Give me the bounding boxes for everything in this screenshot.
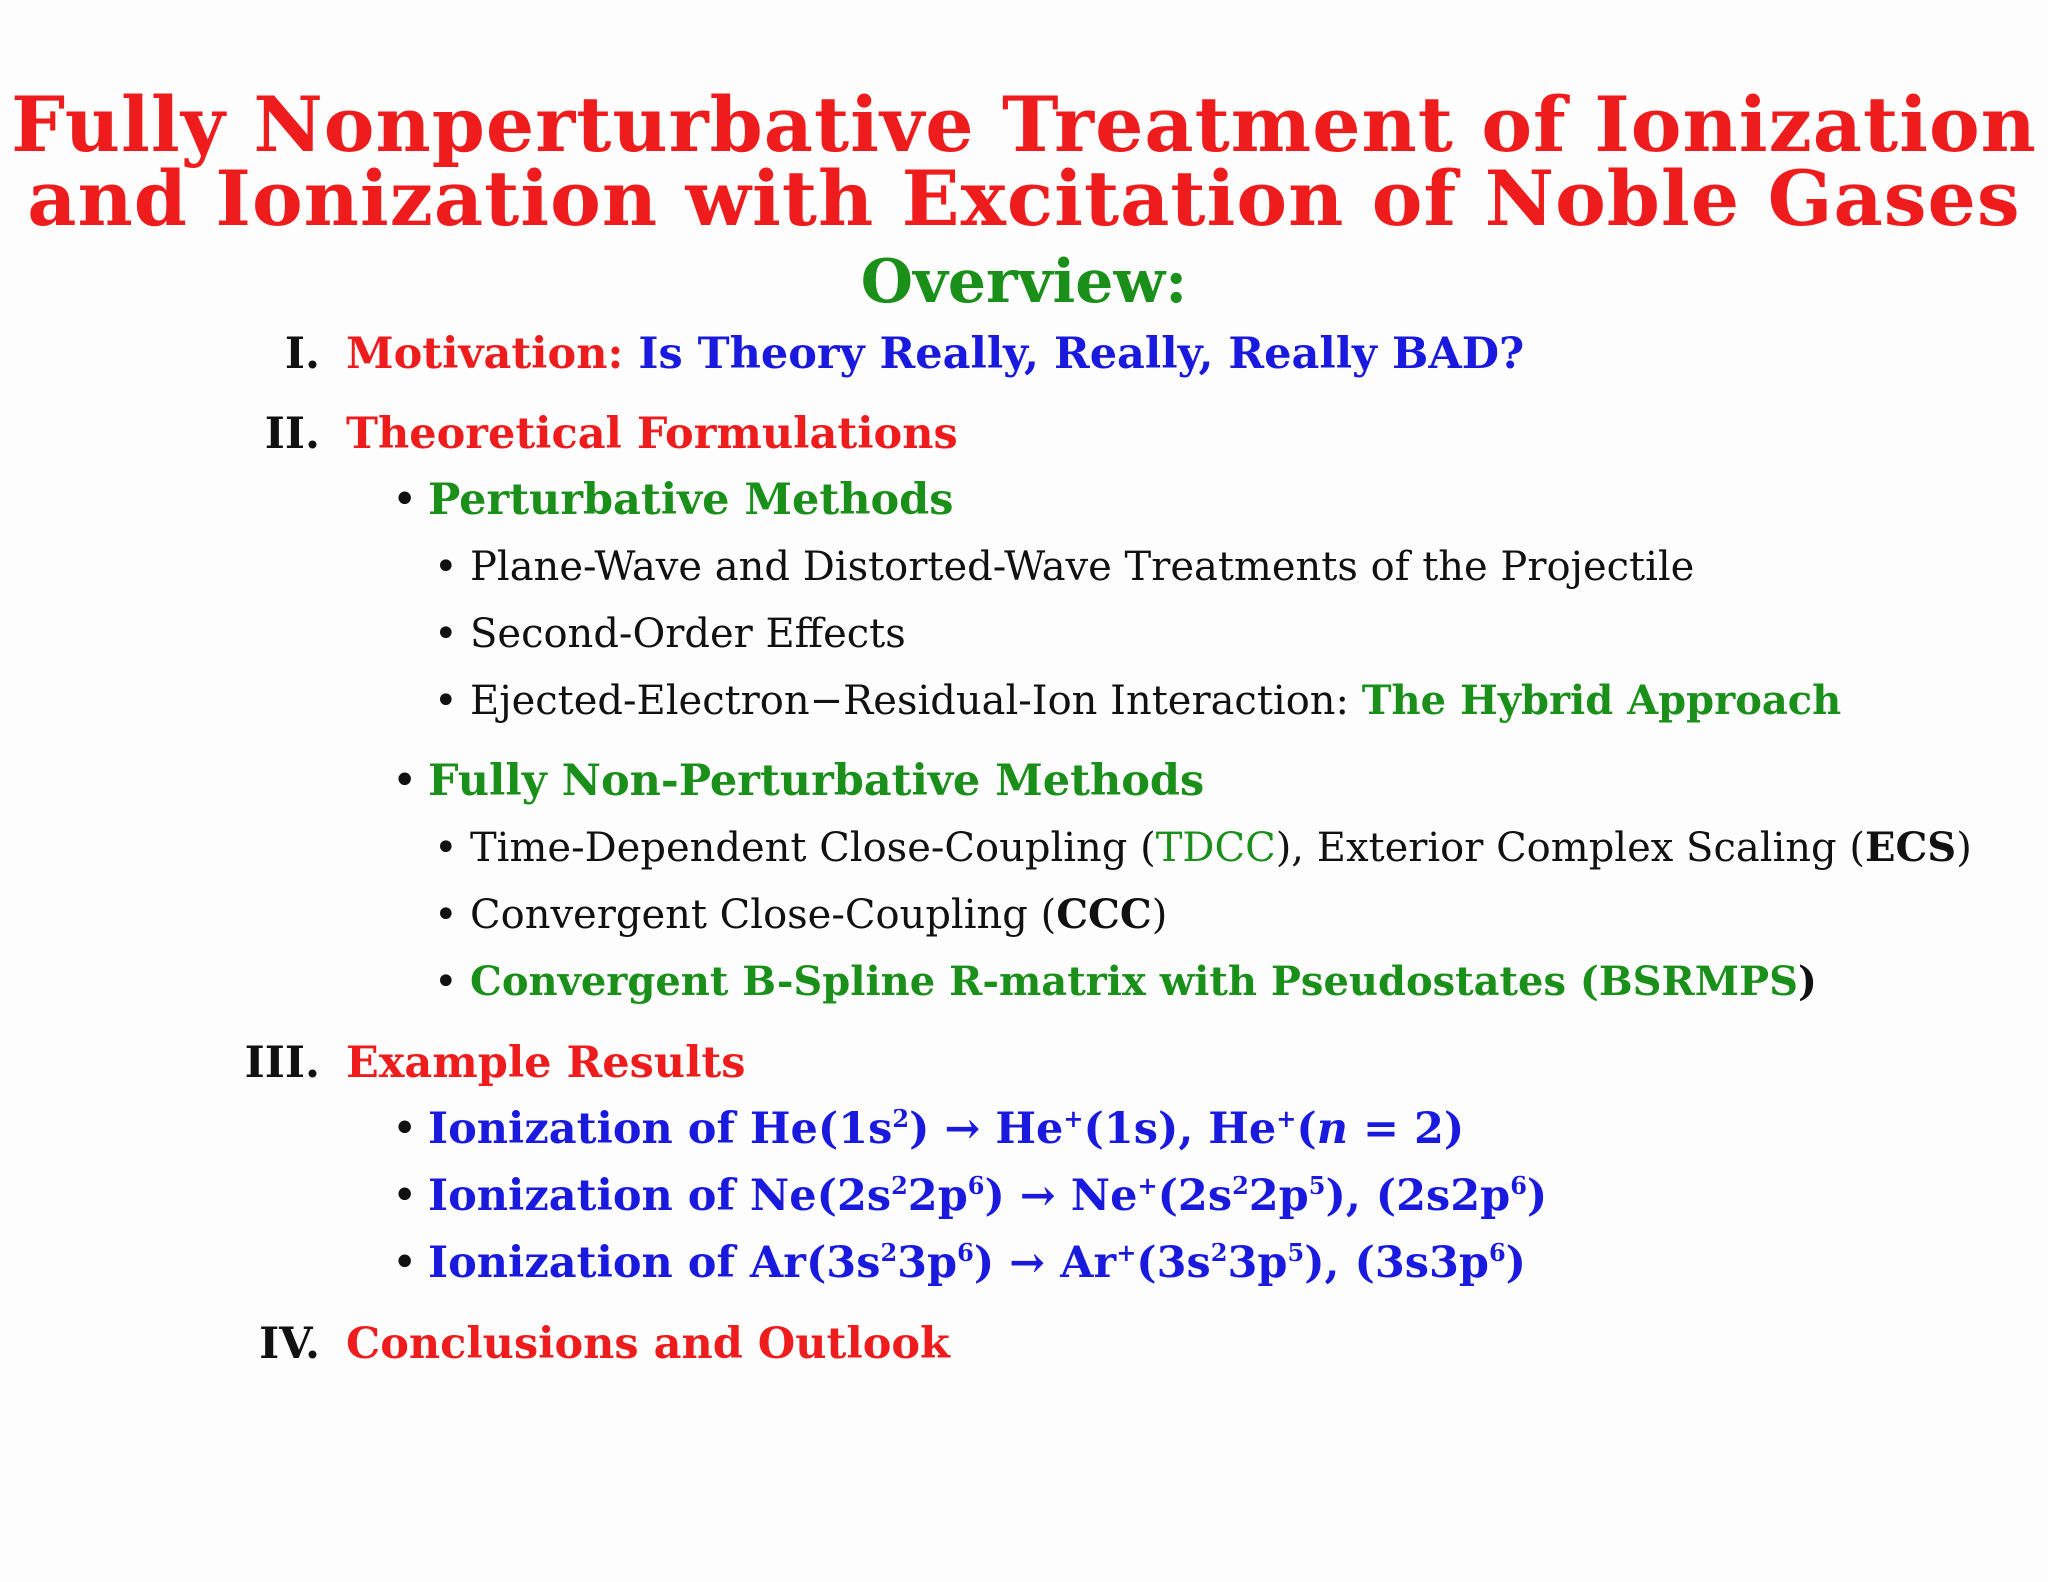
result-text: Ionization of He(1s bbox=[428, 1104, 893, 1154]
result-text: ), (2s2p bbox=[1325, 1171, 1511, 1221]
list-item-text: ) bbox=[1798, 958, 1817, 1005]
section-theoretical: Theoretical Formulations bbox=[346, 409, 958, 459]
bullet: • bbox=[392, 1171, 418, 1221]
numeral-ii: II. bbox=[264, 409, 320, 459]
numeral-iv: IV. bbox=[259, 1319, 320, 1369]
result-text: ) bbox=[1526, 1171, 1548, 1221]
result-text: (3s bbox=[1136, 1238, 1211, 1288]
result-text: ( bbox=[1296, 1104, 1317, 1154]
bullet: • bbox=[434, 611, 458, 657]
bullet: • bbox=[392, 1104, 418, 1154]
title-line-1: Fully Nonperturbative Treatment of Ionization bbox=[11, 80, 2037, 169]
section-motivation bbox=[346, 330, 1524, 378]
list-item-text: Ejected-Electron−Residual-Ion Interaction: bbox=[470, 678, 1362, 724]
superscript: 6 bbox=[957, 1238, 974, 1267]
superscript: 5 bbox=[1308, 1171, 1326, 1200]
result-text: 3p bbox=[897, 1238, 958, 1288]
result-text: (2s bbox=[1157, 1171, 1233, 1221]
list-item-text: Second-Order Effects bbox=[470, 611, 906, 657]
superscript: + bbox=[1116, 1238, 1137, 1267]
motivation-question: Is Theory Really, Really, Really BAD? bbox=[638, 329, 1525, 379]
result-text: ) → Ar bbox=[973, 1238, 1117, 1288]
superscript: 6 bbox=[1510, 1171, 1527, 1200]
result-text: Ionization of Ne(2s bbox=[428, 1171, 892, 1221]
superscript: + bbox=[1276, 1104, 1297, 1133]
bullet: • bbox=[434, 678, 458, 724]
list-item bbox=[434, 824, 1972, 872]
list-item bbox=[434, 891, 1167, 939]
result-text: ) bbox=[1505, 1238, 1526, 1288]
title-line-2: and Ionization with Excitation of Noble Gases bbox=[27, 154, 2021, 243]
numeral-iii: III. bbox=[244, 1038, 320, 1088]
result-text: 2p bbox=[907, 1171, 968, 1221]
result-text: = 2) bbox=[1348, 1104, 1465, 1154]
list-item-text: Time-Dependent Close-Coupling ( bbox=[470, 825, 1156, 871]
hybrid-approach: The Hybrid Approach bbox=[1361, 677, 1842, 724]
superscript: 2 bbox=[880, 1238, 898, 1267]
perturbative-heading bbox=[392, 476, 953, 524]
perturbative-heading-text: Perturbative Methods bbox=[428, 475, 954, 525]
result-text: 2p bbox=[1248, 1171, 1309, 1221]
list-item-text: ) bbox=[1956, 825, 1972, 871]
list-item bbox=[434, 610, 906, 658]
section-conclusions: Conclusions and Outlook bbox=[346, 1319, 950, 1369]
superscript: 6 bbox=[967, 1171, 985, 1200]
motivation-label: Motivation: bbox=[346, 329, 624, 379]
nonperturbative-heading-text: Fully Non-Perturbative Methods bbox=[428, 756, 1205, 806]
superscript: 6 bbox=[1488, 1238, 1506, 1267]
list-item bbox=[434, 677, 1841, 725]
bullet: • bbox=[434, 544, 458, 590]
superscript: 5 bbox=[1287, 1238, 1305, 1267]
superscript: 2 bbox=[1232, 1171, 1249, 1200]
list-item-text: Plane-Wave and Distorted-Wave Treatments of the Projectile bbox=[470, 544, 1695, 590]
result-ne bbox=[392, 1172, 1547, 1220]
result-text: n bbox=[1316, 1104, 1349, 1154]
result-he bbox=[392, 1105, 1464, 1153]
tdcc-abbr: TDCC bbox=[1155, 825, 1276, 871]
slide-title bbox=[0, 80, 2048, 243]
bullet: • bbox=[434, 825, 458, 871]
result-ar bbox=[392, 1239, 1526, 1287]
numeral-i: I. bbox=[284, 329, 320, 379]
list-item-text: ) bbox=[1151, 892, 1168, 938]
result-text: 3p bbox=[1227, 1238, 1288, 1288]
section-example-results: Example Results bbox=[346, 1038, 746, 1088]
superscript: + bbox=[1137, 1171, 1158, 1200]
list-item bbox=[434, 543, 1694, 591]
result-text: ), (3s3p bbox=[1304, 1238, 1489, 1288]
bullet: • bbox=[392, 756, 418, 806]
bullet: • bbox=[392, 1238, 418, 1288]
overview-heading: Overview: bbox=[860, 247, 1188, 317]
superscript: 2 bbox=[891, 1171, 908, 1200]
ecs-abbr: ECS bbox=[1864, 824, 1957, 871]
superscript: + bbox=[1063, 1104, 1084, 1133]
list-item-text: ), Exterior Complex Scaling ( bbox=[1275, 825, 1865, 871]
result-text: Ionization of Ar(3s bbox=[428, 1238, 881, 1288]
list-item-text: Convergent Close-Coupling ( bbox=[470, 892, 1057, 938]
bullet: • bbox=[434, 892, 458, 938]
result-text: ) → He bbox=[909, 1104, 1064, 1154]
list-item bbox=[434, 958, 1817, 1006]
nonperturbative-heading bbox=[392, 757, 1204, 805]
bullet: • bbox=[392, 475, 418, 525]
result-text: ) → Ne bbox=[984, 1171, 1138, 1221]
superscript: 2 bbox=[1210, 1238, 1228, 1267]
result-text: (1s), He bbox=[1083, 1104, 1277, 1154]
ccc-abbr: CCC bbox=[1056, 891, 1152, 938]
bsrmps-text: Convergent B-Spline R-matrix with Pseudostates (BSRMPS bbox=[470, 958, 1799, 1005]
superscript: 2 bbox=[892, 1104, 910, 1133]
bullet: • bbox=[434, 959, 458, 1005]
